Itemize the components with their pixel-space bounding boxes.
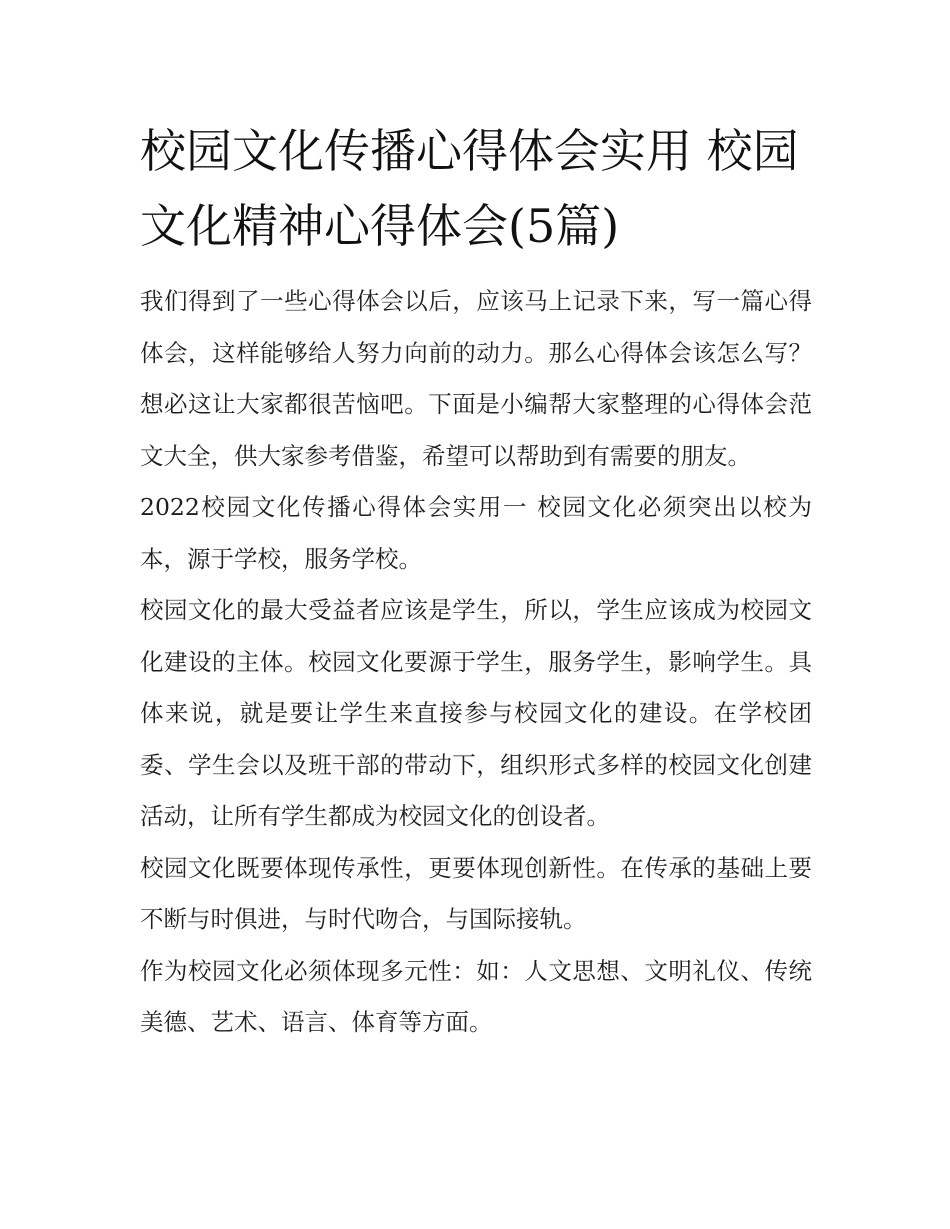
paragraph-1: 2022校园文化传播心得体会实用一 校园文化必须突出以校为本，源于学校，服务学校。 bbox=[140, 493, 812, 573]
document-title: 校园文化传播心得体会实用 校园文化精神心得体会(5篇) bbox=[140, 124, 799, 253]
paragraph-intro: 我们得到了一些心得体会以后，应该马上记录下来，写一篇心得体会，这样能够给人努力向前的动力。那么心得体会该怎么写？想必这让大家都很苦恼吧。下面是小编帮大家整理的心得体会范文大全，供大家参考借鉴，希望可以帮助到有需要的朋友。 bbox=[140, 287, 812, 470]
paragraph-4: 作为校园文化必须体现多元性：如：人文思想、文明礼仪、传统美德、艺术、语言、体育等方面。 bbox=[140, 956, 812, 1036]
paragraph-3: 校园文化既要体现传承性，更要体现创新性。在传承的基础上要不断与时俱进，与时代吻合，与国际接轨。 bbox=[140, 853, 812, 933]
document-body bbox=[140, 276, 812, 1049]
paragraph-2: 校园文化的最大受益者应该是学生，所以，学生应该成为校园文化建设的主体。校园文化要源于学生，服务学生，影响学生。具体来说，就是要让学生来直接参与校园文化的建设。在学校团委、学生会以及班干部的带动下，组织形式多样的校园文化创建活动，让所有学生都成为校园文化的创设者。 bbox=[140, 596, 812, 830]
